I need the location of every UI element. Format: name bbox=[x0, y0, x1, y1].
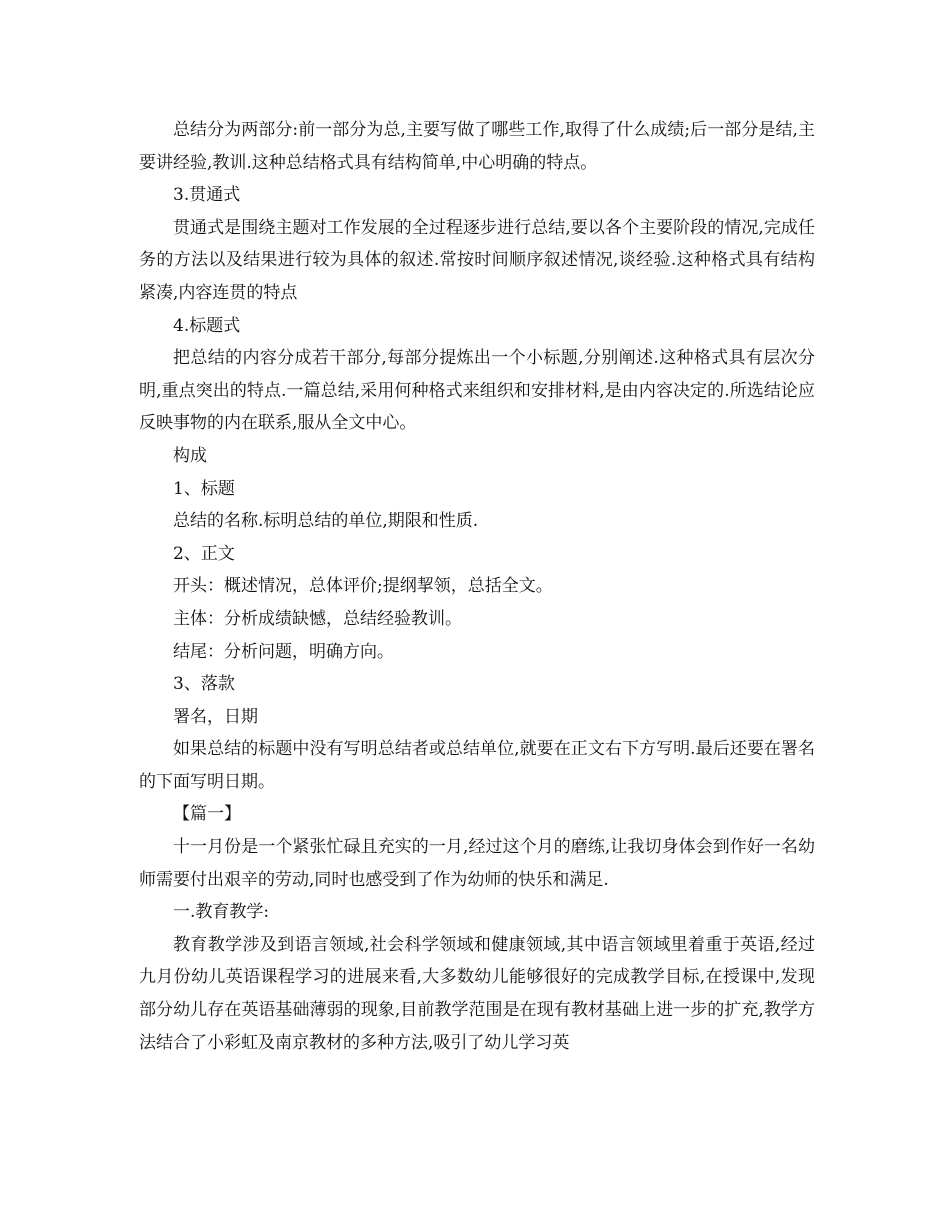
line-signature-date: 署名，日期 bbox=[173, 706, 258, 727]
line-main: 主体：分析成绩缺憾，总结经验教训。 bbox=[173, 608, 462, 629]
paragraph-summary-two-parts: 总结分为两部分:前一部分为总,主要写做了哪些工作,取得了什么成绩;后一部分是结,主要讲经验,教训.这种总结格式具有结构简单,中心明确的特点。 bbox=[139, 120, 815, 173]
heading-education: 一.教育教学: bbox=[173, 902, 270, 923]
heading-part-one: 【篇一】 bbox=[173, 804, 241, 825]
line-ending: 结尾：分析问题，明确方向。 bbox=[173, 641, 394, 662]
paragraph-november: 十一月份是一个紧张忙碌且充实的一月,经过这个月的磨练,让我切身体会到作好一名幼师需要付出艰辛的劳动,同时也感受到了作为幼师的快乐和满足. bbox=[139, 837, 815, 890]
heading-1-title: 1、标题 bbox=[173, 478, 235, 499]
document-body bbox=[139, 114, 815, 1059]
heading-4-biaoti: 4.标题式 bbox=[173, 315, 241, 336]
heading-2-body: 2、正文 bbox=[173, 543, 235, 564]
heading-goucheng: 构成 bbox=[173, 445, 207, 466]
heading-3-guantong: 3.贯通式 bbox=[173, 185, 241, 206]
line-title-desc: 总结的名称.标明总结的单位,期限和性质. bbox=[173, 511, 479, 532]
paragraph-biaoti: 把总结的内容分成若干部分,每部分提炼出一个小标题,分别阐述.这种格式具有层次分明,重点突出的特点.一篇总结,采用何种格式来组织和安排材料,是由内容决定的.所选结论应反映事物的内在联系,服从全文中心。 bbox=[139, 348, 815, 434]
paragraph-guantong: 贯通式是围绕主题对工作发展的全过程逐步进行总结,要以各个主要阶段的情况,完成任务的方法以及结果进行较为具体的叙述.常按时间顺序叙述情况,谈经验.这种格式具有结构紧凑,内容连贯的特点 bbox=[139, 217, 815, 303]
heading-3-signature: 3、落款 bbox=[173, 674, 235, 695]
paragraph-signature-note: 如果总结的标题中没有写明总结者或总结单位,就要在正文右下方写明.最后还要在署名的下面写明日期。 bbox=[139, 739, 815, 792]
paragraph-education: 教育教学涉及到语言领域,社会科学领域和健康领域,其中语言领域里着重于英语,经过九月份幼儿英语课程学习的进展来看,大多数幼儿能够很好的完成教学目标,在授课中,发现部分幼儿存在英语基础薄弱的现象,目前教学范围是在现有教材基础上进一步的扩充,教学方法结合了小彩虹及南京教材的多种方法,吸引了幼儿学习英 bbox=[139, 934, 815, 1053]
line-opening: 开头：概述情况，总体评价;提纲挈领，总括全文。 bbox=[173, 576, 553, 597]
